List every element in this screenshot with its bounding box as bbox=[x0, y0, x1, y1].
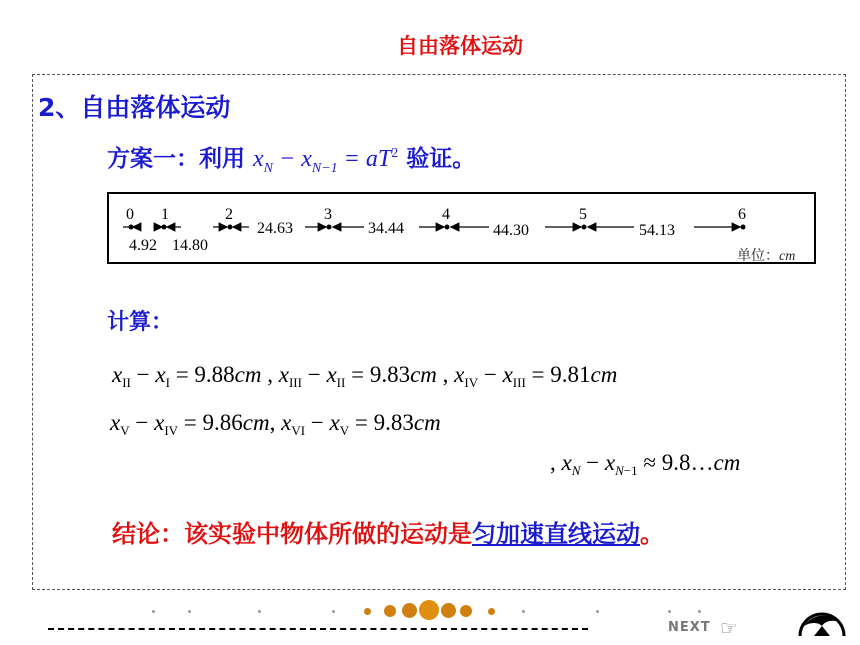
point-label: 4 bbox=[442, 206, 450, 223]
conclusion-suffix: 。 bbox=[640, 520, 664, 548]
dot-0 bbox=[129, 225, 134, 230]
pointing-hand-icon[interactable]: ☞ bbox=[720, 616, 738, 640]
section-title: 、自由落体运动 bbox=[55, 93, 231, 122]
point-label: 0 bbox=[126, 206, 134, 223]
formula: $x_N - x_{N-1} = aT^2$ bbox=[253, 146, 399, 176]
scheme-suffix: 验证。 bbox=[406, 146, 476, 172]
distance-label: 4.92 bbox=[129, 237, 157, 254]
dot-1 bbox=[162, 225, 167, 230]
distance-label: 24.63 bbox=[257, 220, 293, 237]
section-heading bbox=[38, 88, 230, 124]
conclusion-prefix: 结论：该实验中物体所做的运动是 bbox=[112, 520, 472, 548]
point-label: 5 bbox=[579, 206, 587, 223]
ticker-tape-diagram bbox=[107, 192, 816, 264]
distance-label: 44.30 bbox=[493, 222, 529, 239]
dolphin-logo-icon bbox=[796, 596, 848, 644]
dot-6 bbox=[741, 225, 746, 230]
dot-4 bbox=[445, 225, 450, 230]
scheme-label: 方案一：利用 bbox=[107, 146, 245, 172]
conclusion-highlight[interactable]: 匀加速直线运动 bbox=[472, 520, 640, 548]
distance-label: 54.13 bbox=[639, 222, 675, 239]
tape-svg bbox=[109, 194, 818, 266]
conclusion bbox=[112, 514, 664, 549]
point-label: 1 bbox=[161, 206, 169, 223]
dot-5 bbox=[582, 225, 587, 230]
distance-label: 14.80 bbox=[172, 237, 208, 254]
dot-3 bbox=[327, 225, 332, 230]
scheme-line bbox=[107, 140, 475, 177]
unit-label: 单位：cm bbox=[737, 249, 796, 264]
point-label: 6 bbox=[738, 206, 746, 223]
dot-2 bbox=[228, 225, 233, 230]
next-button[interactable]: NEXT bbox=[668, 620, 711, 635]
equation-line-1: $x_{II} - x_I = 9.88cm$ , $x_{III} - x_{II} = 9.83cm$ , $x_{IV} - x_{III} = 9.81cm$ bbox=[112, 362, 618, 390]
distance-label: 34.44 bbox=[368, 220, 404, 237]
equation-line-3: , $x_N - x_{N-1}$ ≈ 9.8…cm bbox=[550, 450, 741, 478]
equation-line-2: $x_V - x_{IV} = 9.86cm$, $x_{VI} - x_V = 9.83cm$ bbox=[110, 410, 441, 438]
point-label: 3 bbox=[324, 206, 332, 223]
slide-title: 自由落体运动 bbox=[397, 34, 523, 58]
tape-labels bbox=[126, 206, 795, 264]
point-label: 2 bbox=[225, 206, 233, 223]
footer-line bbox=[48, 628, 588, 630]
calc-label: 计算： bbox=[107, 310, 174, 335]
section-number: 2 bbox=[38, 93, 56, 122]
